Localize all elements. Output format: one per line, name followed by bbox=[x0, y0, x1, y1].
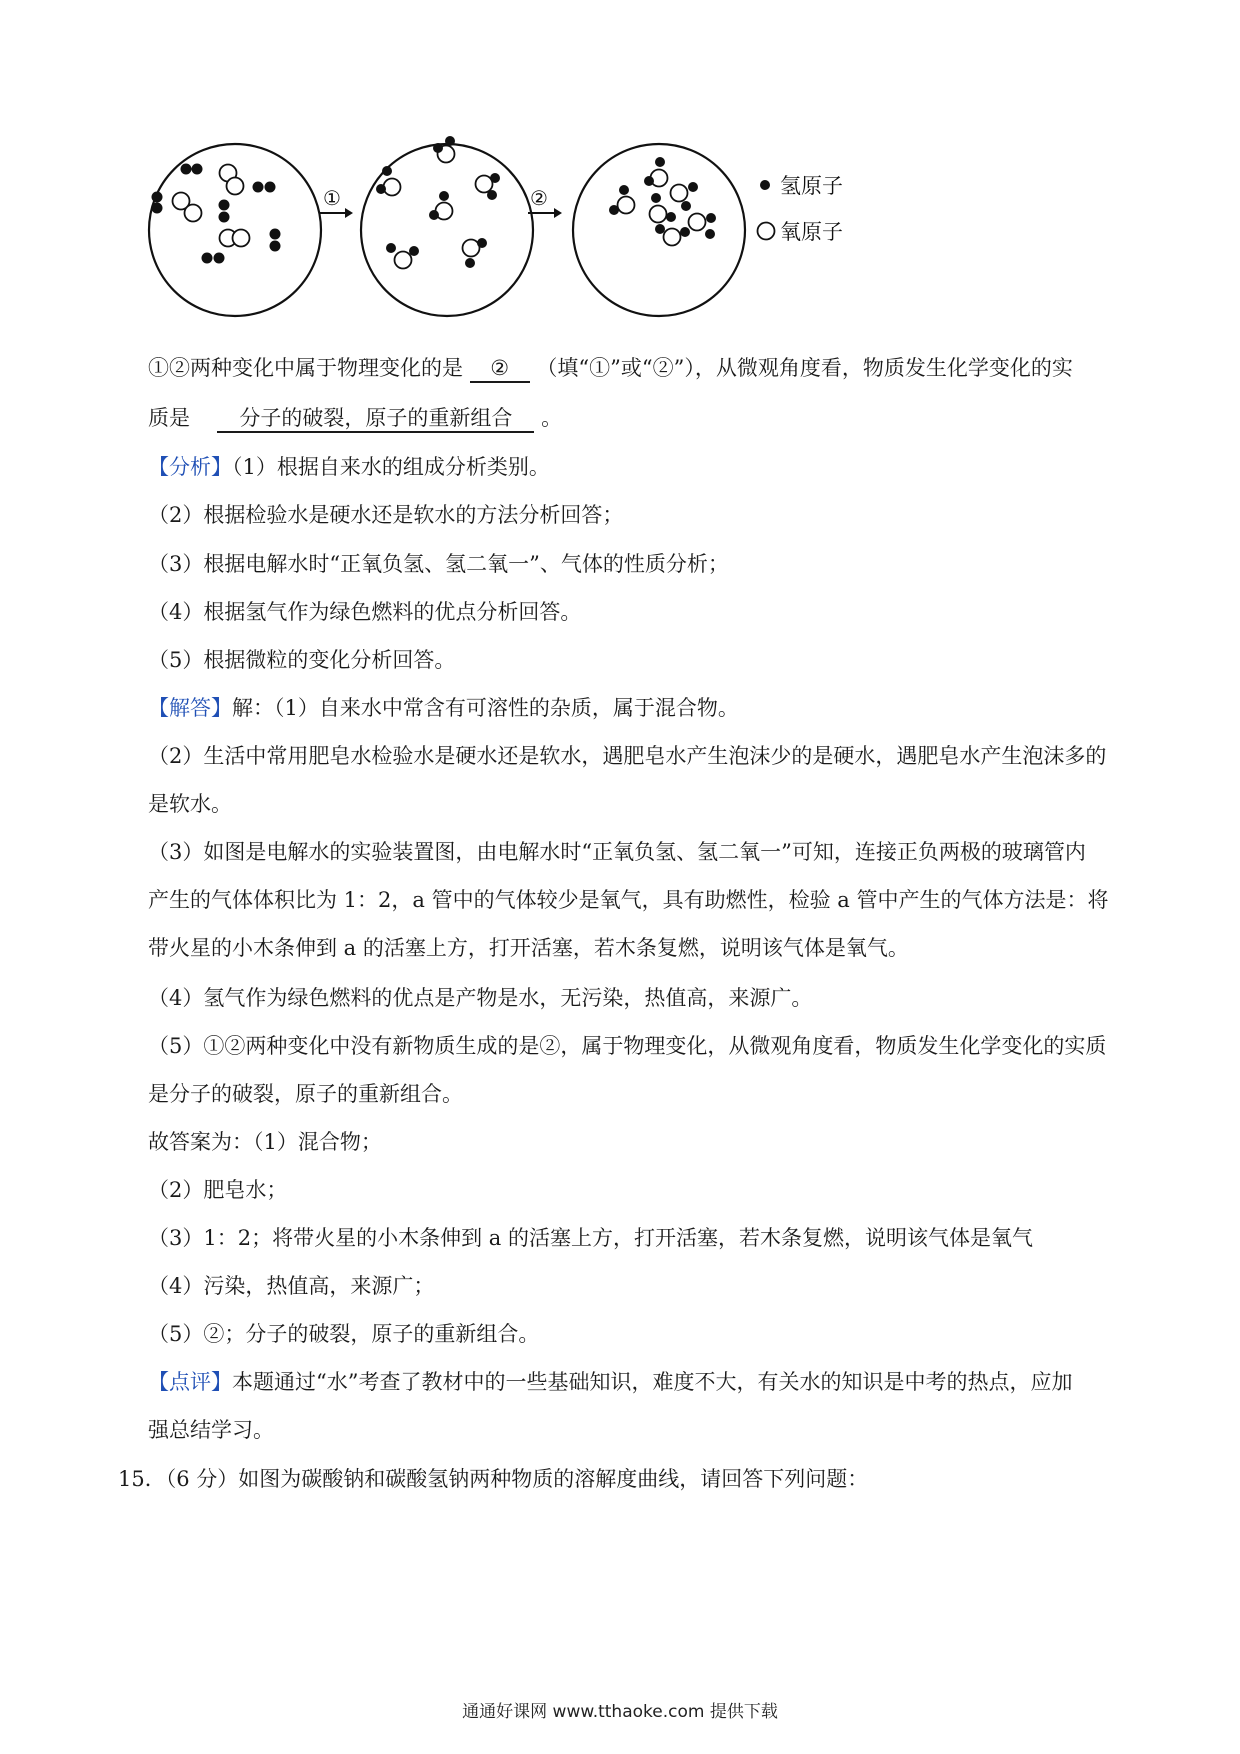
solution-line: （3）如图是电解水的实验装置图，由电解水时“正氧负氢、氢二氧一”可知，连接正负两极的玻璃管内 bbox=[148, 840, 1086, 864]
step-1-label: ① bbox=[323, 186, 341, 210]
hydrogen-atom-icon bbox=[760, 180, 770, 190]
oxygen-atom-icon bbox=[758, 223, 775, 240]
comment-text: 本题通过“水”考查了教材中的一些基础知识，难度不大，有关水的知识是中考的热点，应加 bbox=[232, 1370, 1073, 1394]
comment-line-2: 强总结学习。 bbox=[148, 1418, 274, 1442]
analysis-tag: 【分析】 bbox=[148, 455, 232, 479]
page-footer: 通通好课网 www.tthaoke.com 提供下载 bbox=[462, 1702, 778, 1722]
solution-line: （2）生活中常用肥皂水检验水是硬水还是软水，遇肥皂水产生泡沫少的是硬水，遇肥皂水产生泡沫多的 bbox=[148, 744, 1107, 768]
analysis-text: （1）根据自来水的组成分析类别。 bbox=[232, 455, 550, 479]
molecule-change-diagram bbox=[140, 135, 980, 325]
solution-tag: 【解答】 bbox=[148, 696, 232, 720]
answer-line: （4）污染，热值高，来源广； bbox=[148, 1274, 435, 1298]
solution-line: 是分子的破裂，原子的重新组合。 bbox=[148, 1082, 463, 1106]
comment-tag: 【点评】 bbox=[148, 1370, 232, 1394]
answer-line: （5）②；分子的破裂，原子的重新组合。 bbox=[148, 1322, 540, 1346]
comment-line-1 bbox=[148, 1367, 1072, 1397]
solution-text: 解：（1）自来水中常含有可溶性的杂质，属于混合物。 bbox=[232, 696, 739, 720]
solution-line: （5）①②两种变化中没有新物质生成的是②，属于物理变化，从微观角度看，物质发生化学变化的实质 bbox=[148, 1034, 1107, 1058]
legend bbox=[758, 174, 844, 244]
analysis-line: （5）根据微粒的变化分析回答。 bbox=[148, 648, 456, 672]
solution-line: 产生的气体体积比为 1：2，a 管中的气体较少是氧气，具有助燃性，检验 a 管中产生的气体方法是：将 bbox=[148, 888, 1109, 912]
analysis-line: （4）根据氢气作为绿色燃料的优点分析回答。 bbox=[148, 600, 582, 624]
answer-blank-2: 分子的破裂，原子的重新组合 bbox=[217, 405, 534, 433]
answer-line: 故答案为：（1）混合物； bbox=[148, 1130, 382, 1154]
answer-line: （3）1：2；将带火星的小木条伸到 a 的活塞上方，打开活塞，若木条复燃，说明该气体是氧气 bbox=[148, 1226, 1033, 1250]
answer-blank-1: ② bbox=[470, 355, 530, 383]
solution-line: 是软水。 bbox=[148, 792, 232, 816]
state-1-molecules bbox=[152, 164, 281, 264]
state-3-molecules bbox=[609, 157, 716, 246]
solution-line: （4）氢气作为绿色燃料的优点是产物是水，无污染，热值高，来源广。 bbox=[148, 986, 813, 1010]
question-text: ①②两种变化中属于物理变化的是 bbox=[148, 356, 463, 380]
legend-oxygen-label: 氧原子 bbox=[780, 220, 843, 244]
question-text: 质是 bbox=[148, 406, 190, 430]
question-line-1 bbox=[148, 353, 1073, 383]
answer-line: （2）肥皂水； bbox=[148, 1178, 288, 1202]
step-2-label: ② bbox=[530, 186, 548, 210]
state-2-molecules bbox=[376, 136, 500, 269]
question-15-heading: 15．（6 分）如图为碳酸钠和碳酸氢钠两种物质的溶解度曲线，请回答下列问题： bbox=[118, 1467, 869, 1491]
analysis-line: （3）根据电解水时“正氧负氢、氢二氧一”、气体的性质分析； bbox=[148, 552, 729, 576]
analysis-line-1 bbox=[148, 452, 550, 482]
question-text: 。 bbox=[541, 406, 563, 430]
question-text: （填“①”或“②”），从微观角度看，物质发生化学变化的实 bbox=[536, 356, 1073, 380]
question-line-2 bbox=[148, 403, 562, 433]
analysis-line: （2）根据检验水是硬水还是软水的方法分析回答； bbox=[148, 503, 624, 527]
solution-line-1 bbox=[148, 693, 739, 723]
solution-line: 带火星的小木条伸到 a 的活塞上方，打开活塞，若木条复燃，说明该气体是氧气。 bbox=[148, 936, 909, 960]
legend-hydrogen-label: 氢原子 bbox=[780, 174, 843, 198]
